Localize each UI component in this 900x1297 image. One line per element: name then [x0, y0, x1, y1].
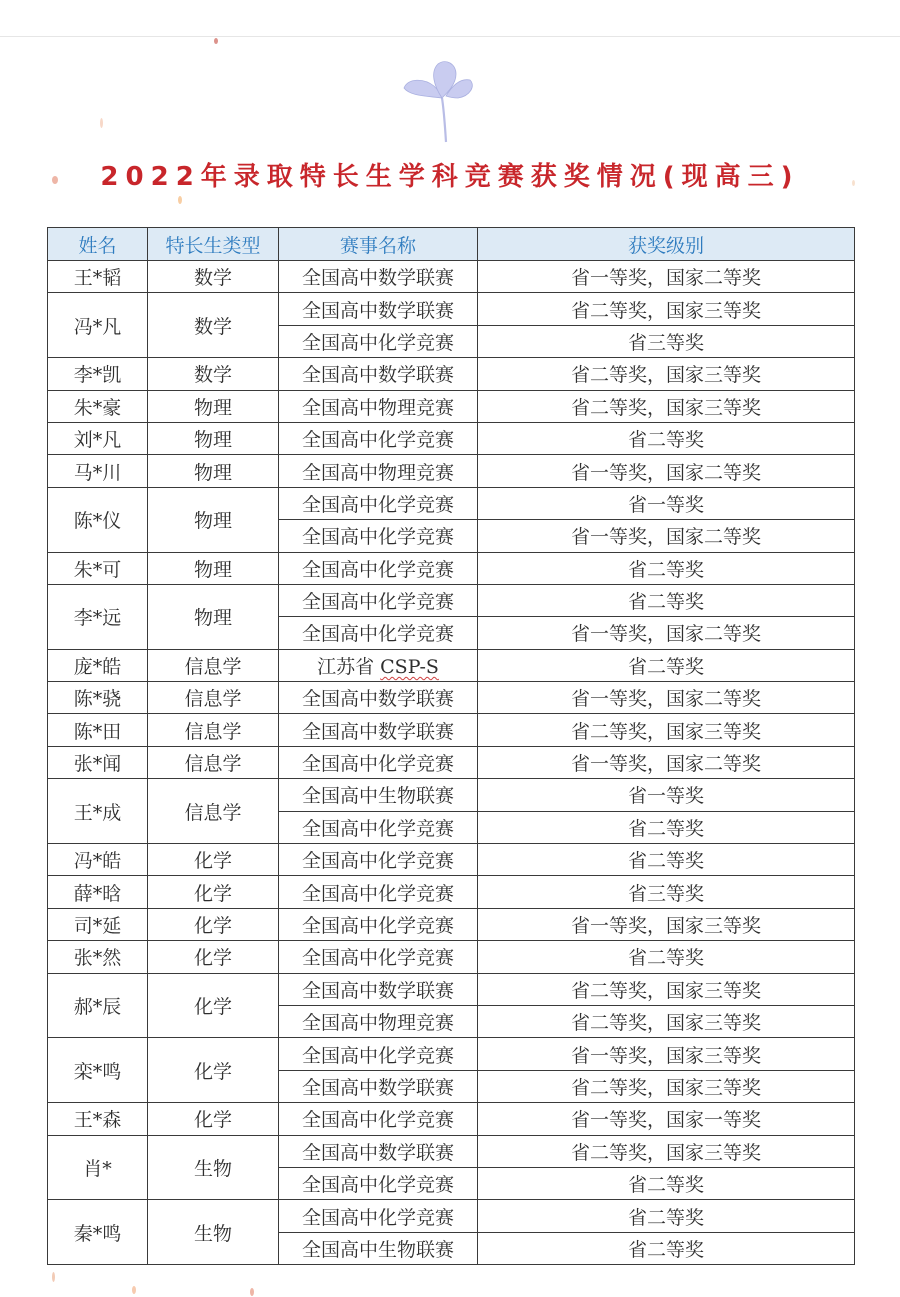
table-row [48, 714, 855, 746]
table-row [48, 584, 855, 616]
contest-name-cell [279, 422, 478, 454]
specialty-type-cell: 数学 [148, 293, 279, 358]
specialty-type-cell: 物理 [148, 455, 279, 487]
contest-name-cell [279, 714, 478, 746]
award-level-cell: 省二等奖 [478, 941, 855, 973]
award-level-cell: 省二等奖，国家三等奖 [478, 358, 855, 390]
table-row [48, 779, 855, 811]
contest-name-text: 全国高中化学竞赛 [301, 753, 454, 776]
contest-name-text: 全国高中化学竞赛 [301, 1044, 454, 1067]
contest-name-text: 全国高中化学竞赛 [301, 817, 454, 840]
student-name-cell: 冯*凡 [48, 293, 148, 358]
confetti-dot [250, 1288, 254, 1296]
column-header-level: 获奖级别 [478, 228, 855, 261]
awards-table [47, 227, 855, 1265]
contest-name-text: 全国高中数学联赛 [301, 1141, 454, 1164]
award-level-cell: 省二等奖 [478, 1167, 855, 1199]
contest-name-cell [279, 455, 478, 487]
contest-name-text: 全国高中生物联赛 [301, 1238, 454, 1261]
table-row [48, 1038, 855, 1070]
table-row [48, 649, 855, 681]
contest-name-cell [279, 293, 478, 325]
contest-name-text: 全国高中化学竞赛 [301, 1174, 454, 1197]
award-level-cell: 省二等奖 [478, 584, 855, 616]
table-row [48, 487, 855, 519]
award-level-cell: 省二等奖，国家三等奖 [478, 1070, 855, 1102]
award-level-cell: 省一等奖，国家二等奖 [478, 617, 855, 649]
specialty-type-cell: 化学 [148, 1103, 279, 1135]
confetti-dot [100, 118, 103, 128]
specialty-type-cell: 信息学 [148, 746, 279, 778]
contest-name-text: 全国高中化学竞赛 [301, 526, 454, 549]
contest-name-cell [279, 973, 478, 1005]
specialty-type-cell: 物理 [148, 584, 279, 649]
confetti-dot [214, 38, 218, 44]
specialty-type-cell: 化学 [148, 908, 279, 940]
award-level-cell: 省二等奖 [478, 811, 855, 843]
contest-name-text: 全国高中化学竞赛 [301, 623, 454, 646]
contest-name-text: 全国高中数学联赛 [301, 1076, 454, 1099]
contest-name-cell [279, 617, 478, 649]
award-level-cell: 省二等奖，国家三等奖 [478, 1135, 855, 1167]
specialty-type-cell: 信息学 [148, 649, 279, 681]
contest-name-text: 全国高中化学竞赛 [301, 429, 454, 452]
specialty-type-cell: 化学 [148, 876, 279, 908]
table-row [48, 908, 855, 940]
contest-name-text: 全国高中化学竞赛 [301, 493, 454, 516]
contest-name-cell [279, 1232, 478, 1264]
contest-name-text: 全国高中物理竞赛 [301, 396, 454, 419]
contest-name-cell [279, 552, 478, 584]
award-level-cell: 省一等奖，国家二等奖 [478, 261, 855, 293]
student-name-cell: 陈*仪 [48, 487, 148, 552]
contest-name-text: 全国高中数学联赛 [301, 364, 454, 387]
contest-name-cell [279, 649, 478, 681]
contest-name-cell [279, 1070, 478, 1102]
specialty-type-cell: 信息学 [148, 779, 279, 844]
award-level-cell: 省一等奖，国家二等奖 [478, 682, 855, 714]
student-name-cell: 马*川 [48, 455, 148, 487]
table-row [48, 455, 855, 487]
contest-name-cell [279, 746, 478, 778]
contest-name-cell [279, 779, 478, 811]
contest-name-cell [279, 358, 478, 390]
specialty-type-cell: 化学 [148, 941, 279, 973]
student-name-cell: 肖* [48, 1135, 148, 1200]
student-name-cell: 朱*可 [48, 552, 148, 584]
table-row [48, 1103, 855, 1135]
award-level-cell: 省二等奖，国家三等奖 [478, 714, 855, 746]
student-name-cell: 陈*田 [48, 714, 148, 746]
contest-name-text: 全国高中数学联赛 [301, 299, 454, 322]
specialty-type-cell: 生物 [148, 1135, 279, 1200]
contest-name-text: 全国高中物理竞赛 [301, 1012, 454, 1035]
specialty-type-cell: 化学 [148, 844, 279, 876]
contest-name-cell [279, 325, 478, 357]
contest-name-cell [279, 390, 478, 422]
contest-name-text: 全国高中化学竞赛 [301, 882, 454, 905]
award-level-cell: 省一等奖，国家二等奖 [478, 520, 855, 552]
student-name-cell: 王*成 [48, 779, 148, 844]
table-row [48, 358, 855, 390]
contest-name-text: 全国高中生物联赛 [301, 785, 454, 808]
contest-name-cell [279, 584, 478, 616]
student-name-cell: 朱*豪 [48, 390, 148, 422]
table-row [48, 844, 855, 876]
student-name-cell: 李*凯 [48, 358, 148, 390]
contest-name-cell [279, 844, 478, 876]
contest-name-cell [279, 1167, 478, 1199]
award-level-cell: 省一等奖 [478, 487, 855, 519]
specialty-type-cell: 生物 [148, 1200, 279, 1265]
specialty-type-cell: 物理 [148, 487, 279, 552]
contest-name-cell [279, 261, 478, 293]
contest-name-text: 全国高中化学竞赛 [301, 331, 454, 354]
contest-name-cell [279, 1135, 478, 1167]
contest-name-cell [279, 1038, 478, 1070]
sprout-icon [398, 56, 490, 148]
student-name-cell: 李*远 [48, 584, 148, 649]
table-row [48, 390, 855, 422]
award-level-cell: 省二等奖 [478, 422, 855, 454]
award-level-cell: 省二等奖，国家三等奖 [478, 293, 855, 325]
award-level-cell: 省二等奖，国家三等奖 [478, 1005, 855, 1037]
award-level-cell: 省二等奖 [478, 1232, 855, 1264]
contest-name-text: 全国高中化学竞赛 [301, 915, 454, 937]
column-header-type: 特长生类型 [148, 228, 279, 261]
specialty-type-cell: 物理 [148, 552, 279, 584]
specialty-type-cell: 化学 [148, 1038, 279, 1103]
table-row [48, 876, 855, 908]
student-name-cell: 王*森 [48, 1103, 148, 1135]
student-name-cell: 薛*晗 [48, 876, 148, 908]
award-level-cell: 省一等奖，国家二等奖 [478, 746, 855, 778]
contest-name-cell [279, 876, 478, 908]
award-level-cell: 省二等奖，国家三等奖 [478, 390, 855, 422]
contest-name-cell [279, 1005, 478, 1037]
student-name-cell: 刘*凡 [48, 422, 148, 454]
page-title: 2022年录取特长生学科竞赛获奖情况(现高三) [100, 162, 800, 192]
student-name-cell: 司*延 [48, 908, 148, 940]
specialty-type-cell: 信息学 [148, 714, 279, 746]
award-level-cell: 省二等奖 [478, 844, 855, 876]
student-name-cell: 庞*皓 [48, 649, 148, 681]
student-name-cell: 张*然 [48, 941, 148, 973]
column-header-name: 姓名 [48, 228, 148, 261]
table-row [48, 973, 855, 1005]
contest-name-cell [279, 1103, 478, 1135]
contest-name-text: 全国高中化学竞赛 [301, 1109, 454, 1132]
student-name-cell: 陈*骁 [48, 682, 148, 714]
table-row [48, 552, 855, 584]
award-level-cell: 省三等奖 [478, 325, 855, 357]
award-level-cell: 省三等奖 [478, 876, 855, 908]
contest-name-text: 江苏省 CSP-S [317, 655, 439, 678]
award-level-cell: 省一等奖，国家一等奖 [478, 1103, 855, 1135]
student-name-cell: 张*闻 [48, 746, 148, 778]
table-row [48, 422, 855, 454]
award-level-cell: 省二等奖 [478, 649, 855, 681]
contest-name-cell [279, 941, 478, 973]
contest-name-text: 全国高中数学联赛 [301, 979, 454, 1002]
specialty-type-cell: 信息学 [148, 682, 279, 714]
awards-table-body [48, 261, 855, 1265]
confetti-dot [178, 196, 182, 204]
contest-name-text: 全国高中化学竞赛 [301, 850, 454, 873]
contest-name-text: 全国高中化学竞赛 [301, 558, 454, 581]
specialty-type-cell: 数学 [148, 358, 279, 390]
award-level-cell: 省二等奖 [478, 552, 855, 584]
specialty-type-cell: 物理 [148, 422, 279, 454]
award-level-cell: 省二等奖 [478, 1200, 855, 1232]
student-name-cell: 王*韬 [48, 261, 148, 293]
specialty-type-cell: 物理 [148, 390, 279, 422]
award-level-cell: 省二等奖，国家三等奖 [478, 973, 855, 1005]
top-divider [0, 36, 900, 37]
contest-name-cell [279, 520, 478, 552]
contest-name-text: 全国高中物理竞赛 [301, 461, 454, 484]
award-level-cell: 省一等奖，国家三等奖 [478, 908, 855, 940]
student-name-cell: 郝*辰 [48, 973, 148, 1038]
contest-name-cell [279, 1200, 478, 1232]
table-row [48, 941, 855, 973]
column-header-contest: 赛事名称 [279, 228, 478, 261]
confetti-dot [52, 1272, 55, 1282]
student-name-cell: 冯*皓 [48, 844, 148, 876]
table-row [48, 1135, 855, 1167]
contest-name-cell [279, 811, 478, 843]
award-level-cell: 省一等奖，国家三等奖 [478, 1038, 855, 1070]
contest-name-text: 全国高中数学联赛 [301, 267, 454, 290]
table-row [48, 746, 855, 778]
table-header-row [48, 228, 855, 261]
table-row [48, 293, 855, 325]
table-row [48, 1200, 855, 1232]
table-row [48, 261, 855, 293]
contest-name-text: 全国高中数学联赛 [301, 688, 454, 711]
contest-name-cell [279, 682, 478, 714]
student-name-cell: 栾*鸣 [48, 1038, 148, 1103]
award-level-cell: 省一等奖，国家二等奖 [478, 455, 855, 487]
specialty-type-cell: 数学 [148, 261, 279, 293]
contest-name-text: 全国高中化学竞赛 [301, 947, 454, 970]
contest-name-cell [279, 908, 478, 940]
spellcheck-underline: CSP-S [380, 655, 439, 678]
student-name-cell: 秦*鸣 [48, 1200, 148, 1265]
contest-name-cell [279, 487, 478, 519]
award-level-cell: 省一等奖 [478, 779, 855, 811]
table-row [48, 682, 855, 714]
contest-name-text: 全国高中化学竞赛 [301, 1206, 454, 1229]
contest-name-text: 全国高中数学联赛 [301, 720, 454, 743]
specialty-type-cell: 化学 [148, 973, 279, 1038]
contest-name-text: 全国高中化学竞赛 [301, 591, 454, 614]
confetti-dot [132, 1286, 136, 1294]
